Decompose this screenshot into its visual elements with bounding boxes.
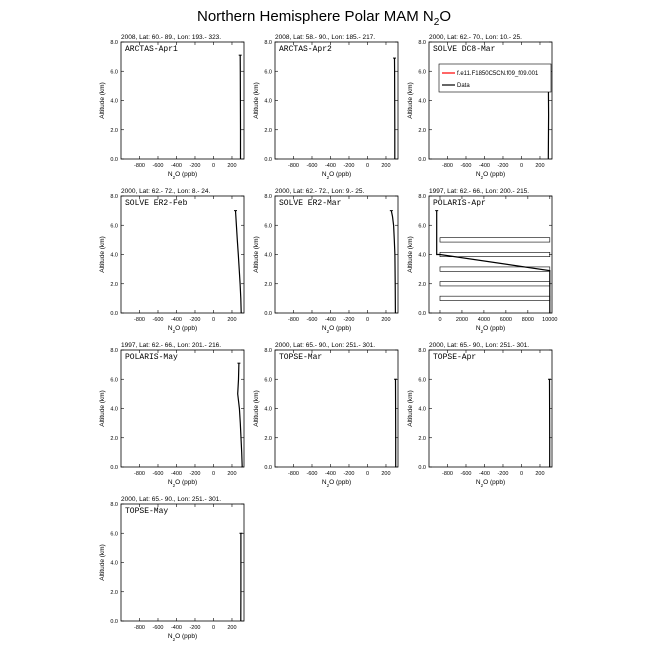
legend-entry-label: f.e11.F1850C5CN.f09_f09.001 — [457, 71, 539, 77]
y-tick-label: 6.0 — [418, 223, 426, 229]
x-axis-label: $N_2O$ (ppb) — [168, 325, 197, 334]
x-tick-label: 0 — [520, 163, 523, 169]
x-tick-label: -800 — [134, 625, 145, 631]
x-axis-label: $N_2O$ (ppb) — [476, 171, 505, 180]
y-tick-label: 0.0 — [264, 311, 272, 317]
y-tick-label: 2.0 — [264, 282, 272, 288]
y-tick-label: 8.0 — [110, 194, 118, 200]
y-tick-label: 0.0 — [110, 311, 118, 317]
panel-label: SOLVE ER2-Mar — [279, 199, 342, 208]
panel-topse-may — [99, 496, 244, 642]
x-tick-label: 200 — [227, 625, 236, 631]
data-bar — [440, 252, 550, 256]
y-tick-label: 8.0 — [418, 194, 426, 200]
panel-label: TOPSE-Apr — [433, 353, 476, 362]
y-tick-label: 4.0 — [110, 407, 118, 413]
x-tick-label: -600 — [152, 471, 163, 477]
x-tick-label: -600 — [306, 163, 317, 169]
panel-header: 2008, Lat: 58.- 90., Lon: 185.- 217. — [275, 34, 375, 41]
y-tick-label: 4.0 — [264, 99, 272, 105]
panel-arctas-apr1 — [99, 34, 244, 180]
y-tick-label: 4.0 — [418, 99, 426, 105]
y-axis-label: Altitude (km) — [99, 82, 106, 118]
x-tick-label: 4000 — [478, 317, 490, 323]
plot-frame — [275, 196, 398, 313]
y-tick-label: 6.0 — [110, 377, 118, 383]
y-axis-label: Altitude (km) — [253, 390, 260, 426]
x-tick-label: 0 — [366, 471, 369, 477]
x-tick-label: 200 — [227, 163, 236, 169]
x-tick-label: 200 — [381, 471, 390, 477]
legend-box — [439, 64, 551, 92]
y-tick-label: 2.0 — [110, 282, 118, 288]
x-tick-label: -400 — [479, 163, 490, 169]
x-tick-label: 0 — [212, 163, 215, 169]
x-tick-label: -400 — [171, 317, 182, 323]
x-axis-label: $N_2O$ (ppb) — [322, 479, 351, 488]
y-tick-label: 8.0 — [264, 194, 272, 200]
x-tick-label: -200 — [189, 163, 200, 169]
plot-frame — [429, 42, 552, 159]
y-tick-label: 2.0 — [264, 436, 272, 442]
x-tick-label: 200 — [381, 163, 390, 169]
x-tick-label: -800 — [442, 471, 453, 477]
x-tick-label: -200 — [343, 317, 354, 323]
x-axis-label: $N_2O$ (ppb) — [168, 633, 197, 642]
y-tick-label: 6.0 — [264, 69, 272, 75]
y-tick-label: 4.0 — [418, 253, 426, 259]
y-tick-label: 4.0 — [110, 99, 118, 105]
y-axis-label: Altitude (km) — [407, 390, 414, 426]
y-tick-label: 0.0 — [110, 465, 118, 471]
panel-polaris-apr — [407, 188, 557, 334]
plot-frame — [121, 504, 244, 621]
x-tick-label: -200 — [497, 163, 508, 169]
x-tick-label: -800 — [442, 163, 453, 169]
x-tick-label: 8000 — [522, 317, 534, 323]
panel-header: 1997, Lat: 62.- 66., Lon: 201.- 216. — [121, 342, 221, 349]
plot-frame — [429, 196, 552, 313]
x-tick-label: 200 — [227, 471, 236, 477]
y-axis-label: Altitude (km) — [99, 544, 106, 580]
panel-label: TOPSE-Mar — [279, 353, 322, 362]
plot-frame — [121, 42, 244, 159]
x-tick-label: -600 — [152, 317, 163, 323]
x-axis-label: $N_2O$ (ppb) — [322, 171, 351, 180]
panel-header: 2000, Lat: 62.- 72., Lon: 9.- 25. — [275, 188, 364, 195]
figure-title-sub: 2 — [434, 17, 440, 28]
y-tick-label: 8.0 — [110, 40, 118, 46]
y-tick-label: 0.0 — [110, 157, 118, 163]
panel-arctas-apr2 — [253, 34, 398, 180]
x-axis-label: $N_2O$ (ppb) — [168, 479, 197, 488]
y-tick-label: 6.0 — [110, 531, 118, 537]
panel-label: POLARIS-Apr — [433, 199, 486, 208]
x-tick-label: 0 — [212, 625, 215, 631]
panel-topse-apr — [407, 342, 552, 488]
y-tick-label: 2.0 — [418, 436, 426, 442]
x-tick-label: 200 — [535, 471, 544, 477]
y-axis-label: Altitude (km) — [99, 236, 106, 272]
x-tick-label: -600 — [152, 163, 163, 169]
y-tick-label: 2.0 — [418, 282, 426, 288]
x-tick-label: -400 — [325, 317, 336, 323]
x-tick-label: 200 — [227, 317, 236, 323]
panel-header: 2000, Lat: 65.- 90., Lon: 251.- 301. — [275, 342, 375, 349]
x-tick-label: -400 — [171, 625, 182, 631]
x-axis-label: $N_2O$ (ppb) — [476, 325, 505, 334]
x-tick-label: -400 — [325, 163, 336, 169]
panel-solve-dc8-mar — [407, 34, 552, 180]
x-tick-label: -200 — [189, 471, 200, 477]
y-tick-label: 2.0 — [110, 128, 118, 134]
plot-frame — [429, 350, 552, 467]
y-tick-label: 8.0 — [264, 40, 272, 46]
x-tick-label: -200 — [343, 163, 354, 169]
x-tick-label: -600 — [306, 317, 317, 323]
x-tick-label: -600 — [152, 625, 163, 631]
data-series-line — [391, 211, 395, 313]
panel-label: ARCTAS-Apr2 — [279, 45, 332, 54]
x-tick-label: -600 — [306, 471, 317, 477]
x-tick-label: 2000 — [456, 317, 468, 323]
y-tick-label: 8.0 — [418, 40, 426, 46]
panel-polaris-may — [99, 342, 244, 488]
y-axis-label: Altitude (km) — [253, 82, 260, 118]
x-tick-label: -800 — [288, 163, 299, 169]
panel-header: 2000, Lat: 62.- 72., Lon: 8.- 24. — [121, 188, 210, 195]
panel-label: TOPSE-May — [125, 507, 168, 516]
y-tick-label: 0.0 — [110, 619, 118, 625]
panel-header: 2000, Lat: 65.- 90., Lon: 251.- 301. — [121, 496, 221, 503]
figure-title — [0, 8, 648, 28]
figure-title-main: Northern Hemisphere Polar MAM N — [197, 8, 434, 25]
x-tick-label: -400 — [171, 163, 182, 169]
y-tick-label: 6.0 — [418, 69, 426, 75]
panel-header: 2008, Lat: 60.- 89., Lon: 193.- 323. — [121, 34, 221, 41]
y-tick-label: 4.0 — [264, 253, 272, 259]
data-series-line — [238, 363, 243, 467]
y-axis-label: Altitude (km) — [407, 82, 414, 118]
panel-header: 2000, Lat: 62.- 70., Lon: 10.- 25. — [429, 34, 522, 41]
plot-frame — [121, 350, 244, 467]
x-tick-label: -800 — [288, 471, 299, 477]
panel-label: ARCTAS-Apr1 — [125, 45, 178, 54]
x-tick-label: 0 — [520, 471, 523, 477]
x-tick-label: -200 — [343, 471, 354, 477]
y-tick-label: 6.0 — [264, 223, 272, 229]
plot-frame — [121, 196, 244, 313]
y-tick-label: 2.0 — [110, 436, 118, 442]
data-bar — [440, 238, 550, 242]
x-tick-label: 10000 — [542, 317, 557, 323]
panel-header: 1997, Lat: 62.- 66., Lon: 200.- 215. — [429, 188, 529, 195]
y-tick-label: 2.0 — [110, 590, 118, 596]
y-tick-label: 4.0 — [110, 253, 118, 259]
figure-title-tail: O — [439, 8, 451, 25]
y-tick-label: 0.0 — [418, 465, 426, 471]
x-tick-label: 0 — [212, 317, 215, 323]
y-tick-label: 0.0 — [264, 157, 272, 163]
x-tick-label: -800 — [134, 471, 145, 477]
x-tick-label: -200 — [497, 471, 508, 477]
x-tick-label: -800 — [134, 317, 145, 323]
x-axis-label: $N_2O$ (ppb) — [168, 171, 197, 180]
y-tick-label: 0.0 — [418, 311, 426, 317]
panel-solve-er2-feb — [99, 188, 244, 334]
y-tick-label: 2.0 — [418, 128, 426, 134]
y-axis-label: Altitude (km) — [407, 236, 414, 272]
x-tick-label: -400 — [325, 471, 336, 477]
x-tick-label: 200 — [535, 163, 544, 169]
x-tick-label: -600 — [460, 471, 471, 477]
data-bar — [440, 296, 550, 300]
y-tick-label: 8.0 — [110, 348, 118, 354]
y-tick-label: 2.0 — [264, 128, 272, 134]
x-tick-label: 6000 — [500, 317, 512, 323]
panel-label: SOLVE ER2-Feb — [125, 199, 188, 208]
plot-frame — [275, 42, 398, 159]
x-axis-label: $N_2O$ (ppb) — [476, 479, 505, 488]
x-tick-label: -600 — [460, 163, 471, 169]
panel-label: POLARIS-May — [125, 353, 178, 362]
x-tick-label: -400 — [479, 471, 490, 477]
y-tick-label: 0.0 — [264, 465, 272, 471]
y-tick-label: 0.0 — [418, 157, 426, 163]
data-series-line — [236, 211, 242, 313]
y-tick-label: 4.0 — [264, 407, 272, 413]
x-tick-label: -800 — [288, 317, 299, 323]
y-tick-label: 8.0 — [264, 348, 272, 354]
y-axis-label: Altitude (km) — [253, 236, 260, 272]
y-tick-label: 6.0 — [110, 223, 118, 229]
x-tick-label: -200 — [189, 317, 200, 323]
y-axis-label: Altitude (km) — [99, 390, 106, 426]
y-tick-label: 4.0 — [110, 561, 118, 567]
data-bar — [440, 282, 550, 286]
y-tick-label: 6.0 — [110, 69, 118, 75]
panel-topse-mar — [253, 342, 398, 488]
x-tick-label: 0 — [212, 471, 215, 477]
panel-label: SOLVE DC8-Mar — [433, 45, 496, 54]
y-tick-label: 8.0 — [110, 502, 118, 508]
x-tick-label: -200 — [189, 625, 200, 631]
x-tick-label: 0 — [366, 163, 369, 169]
x-tick-label: 0 — [366, 317, 369, 323]
panel-solve-er2-mar — [253, 188, 398, 334]
x-axis-label: $N_2O$ (ppb) — [322, 325, 351, 334]
x-tick-label: -800 — [134, 163, 145, 169]
y-tick-label: 6.0 — [418, 377, 426, 383]
legend-entry-label: Data — [457, 83, 470, 89]
y-tick-label: 8.0 — [418, 348, 426, 354]
x-tick-label: -400 — [171, 471, 182, 477]
y-tick-label: 6.0 — [264, 377, 272, 383]
x-tick-label: 0 — [438, 317, 441, 323]
panel-header: 2000, Lat: 65.- 90., Lon: 251.- 301. — [429, 342, 529, 349]
y-tick-label: 4.0 — [418, 407, 426, 413]
data-series-line — [437, 211, 550, 313]
x-tick-label: 200 — [381, 317, 390, 323]
plot-frame — [275, 350, 398, 467]
